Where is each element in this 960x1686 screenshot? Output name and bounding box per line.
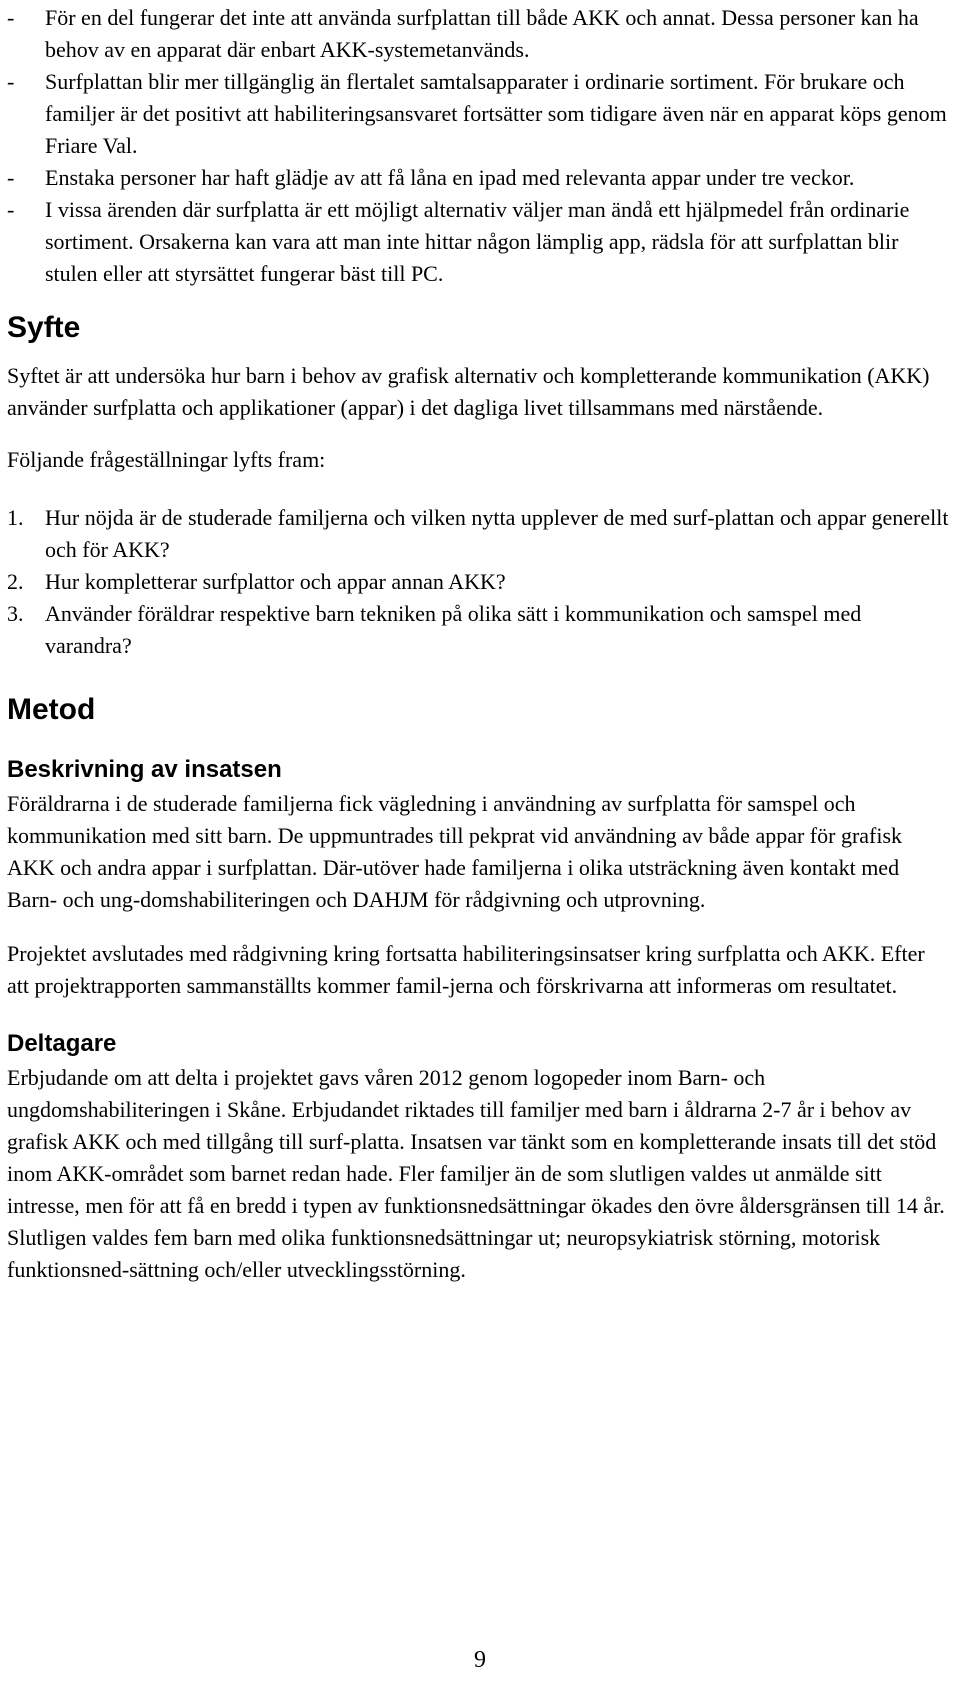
- bullet-text: Enstaka personer har haft glädje av att få låna en ipad med relevanta appar under tre veckor.: [45, 165, 855, 190]
- question-number: 2.: [7, 569, 24, 594]
- bullet-item: [7, 194, 952, 290]
- bullet-item: [7, 66, 952, 162]
- bullet-text: I vissa ärenden där surfplatta är ett möjligt alternativ väljer man ändå ett hjälpmedel från ordinarie sortiment. Orsakerna kan vara att man inte hittar någon lämplig app, rädsla för att surfplattan blir stulen eller att styrsättet fungerar bäst till PC.: [45, 197, 910, 286]
- question-item: [7, 566, 952, 598]
- question-number: 3.: [7, 601, 24, 626]
- bullet-text: För en del fungerar det inte att använda surfplattan till både AKK och annat. Dessa personer kan ha behov av en apparat där enbart AKK-systemetanvänds.: [45, 5, 919, 62]
- heading-metod: Metod: [7, 693, 96, 726]
- question-number: 1.: [7, 505, 24, 530]
- question-item: [7, 502, 952, 566]
- beskrivning-paragraph-1: Föräldrarna i de studerade familjerna fick vägledning i användning av surfplatta för samspel och kommunikation med sitt barn. De uppmuntrades till pekprat vid användning av både appar för grafisk AKK och andra appar i surfplattan. Där-utöver hade familjerna i olika utsträckning även kontakt med Barn- och ung-domshabiliteringen och DAHJM för rådgivning och utprovning.: [7, 791, 903, 912]
- page-number: 9: [474, 1647, 486, 1673]
- beskrivning-paragraph-2: Projektet avslutades med rådgivning kring fortsatta habiliteringsinsatser kring surfplatta och AKK. Efter att projektrapporten sammanställts kommer famil-jerna och förskrivarna att informeras om resultatet.: [7, 941, 925, 998]
- question-item: [7, 598, 952, 662]
- bullet-text: Surfplattan blir mer tillgänglig än flertalet samtalsapparater i ordinarie sortiment. För brukare och familjer är det positivt att habiliteringsansvaret fortsätter som tidigare även när en apparat köps genom Friare Val.: [45, 69, 947, 158]
- bullet-item: [7, 2, 952, 66]
- questions-intro: Följande frågeställningar lyfts fram:: [7, 447, 326, 472]
- bullet-marker: -: [7, 165, 15, 190]
- question-list: [7, 502, 952, 662]
- heading-beskrivning: Beskrivning av insatsen: [7, 756, 282, 783]
- document-page: [7, 2, 952, 1286]
- question-text: Hur kompletterar surfplattor och appar annan AKK?: [45, 569, 506, 594]
- bullet-marker: -: [7, 197, 15, 222]
- syfte-paragraph: Syftet är att undersöka hur barn i behov av grafisk alternativ och kompletterande kommunikation (AKK) använder surfplatta och applikationer (appar) i det dagliga livet tillsammans med närstående.: [7, 363, 930, 420]
- bullet-marker: -: [7, 69, 15, 94]
- bullet-item: [7, 162, 952, 194]
- bullet-list: [7, 2, 952, 290]
- heading-deltagare: Deltagare: [7, 1030, 117, 1057]
- heading-syfte: Syfte: [7, 311, 81, 344]
- deltagare-paragraph: Erbjudande om att delta i projektet gavs våren 2012 genom logopeder inom Barn- och ungdomshabiliteringen i Skåne. Erbjudandet riktades till familjer med barn i åldrarna 2-7 år i behov av grafisk AKK och med tillgång till surf-platta. Insatsen var tänkt som en kompletterande insats till det stöd inom AKK-området som barnet redan hade. Fler familjer än de som slutligen valdes ut anmälde sitt intresse, men för att få en bredd i typen av funktionsnedsättningar ökades den övre åldersgränsen till 14 år. Slutligen valdes fem barn med olika funktionsnedsättningar ut; neuropsykiatrisk störning, motorisk funktionsned-sättning och/eller utvecklingsstörning.: [7, 1065, 945, 1282]
- question-text: Använder föräldrar respektive barn tekniken på olika sätt i kommunikation och samspel med varandra?: [45, 601, 862, 658]
- question-text: Hur nöjda är de studerade familjerna och vilken nytta upplever de med surf-plattan och appar generellt och för AKK?: [45, 505, 949, 562]
- bullet-marker: -: [7, 5, 15, 30]
